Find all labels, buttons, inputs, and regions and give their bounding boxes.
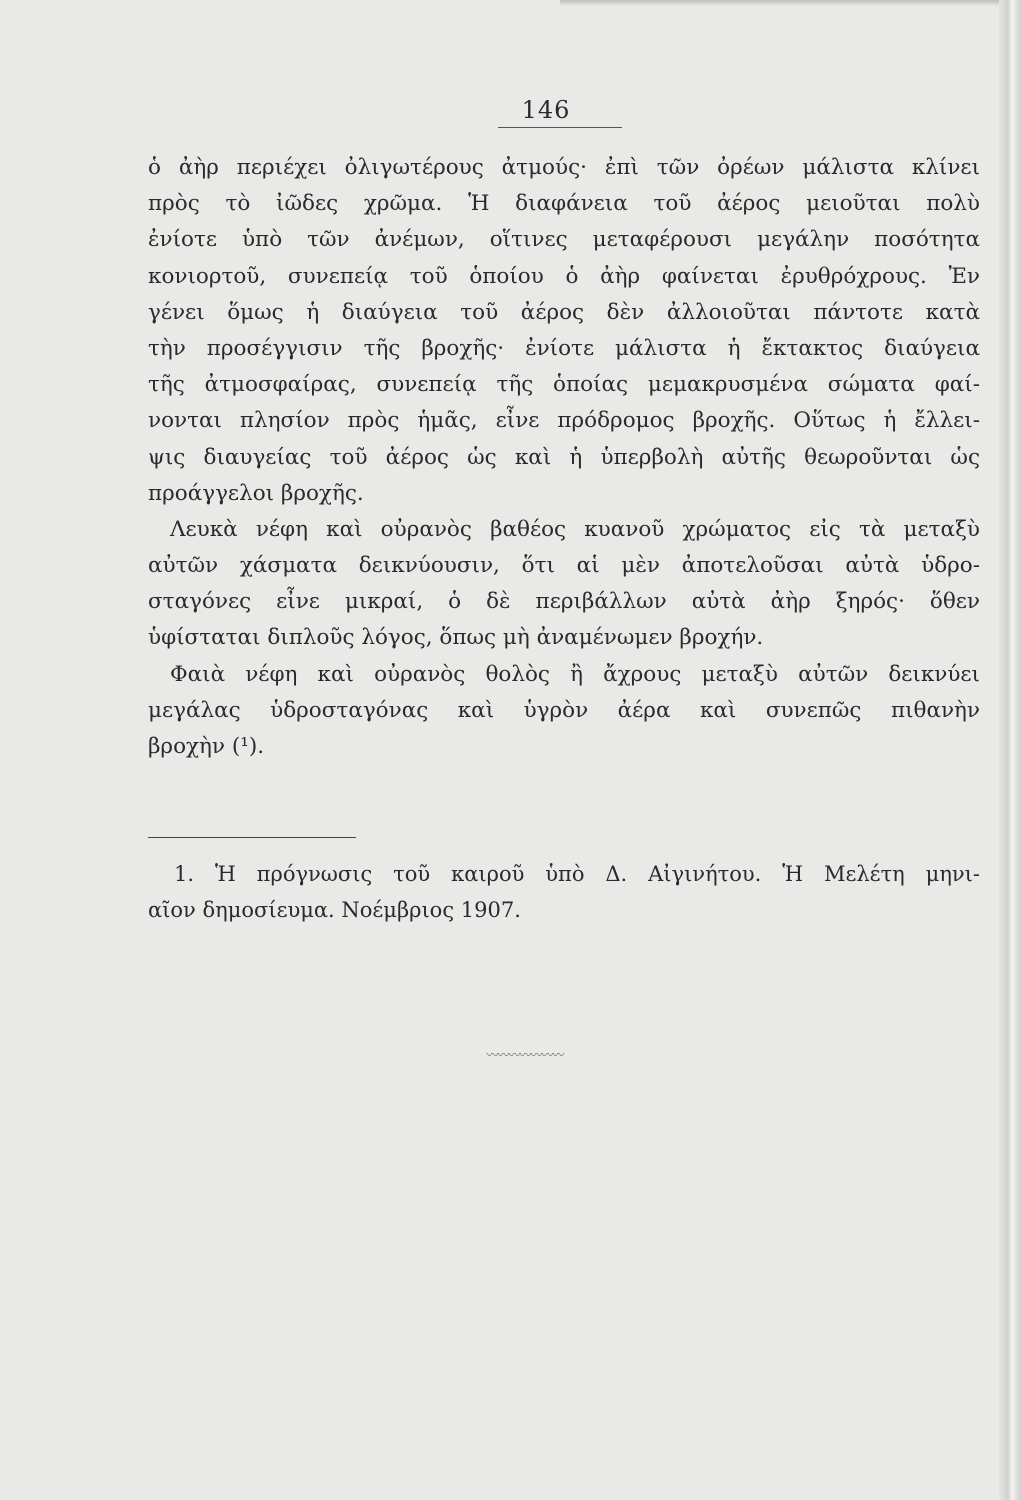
page-gutter-edge — [999, 0, 1021, 1500]
text-line: τὴν προσέγγισιν τῆς βροχῆς· ἐνίοτε μάλιστα ἡ ἔκτακτος διαύγεια — [148, 335, 980, 361]
text-line: ψις διαυγείας τοῦ ἀέρος ὡς καὶ ἡ ὑπερβολὴ αὐτῆς θεωροῦνται ὡς — [148, 444, 980, 470]
text-line: τῆς ἀτμοσφαίρας, συνεπείᾳ τῆς ὁποίας μεμακρυσμένα σώματα φαί- — [148, 372, 980, 398]
paragraph-1 — [148, 150, 980, 512]
text-line: ὑφίσταται διπλοῦς λόγος, ὅπως μὴ ἀναμένωμεν βροχήν. — [148, 625, 764, 651]
text-line: κονιορτοῦ, συνεπείᾳ τοῦ ὁποίου ὁ ἀὴρ φαίνεται ἐρυθρόχρους. Ἐν — [148, 263, 980, 289]
paragraph-2 — [148, 512, 980, 657]
text-line: προάγγελοι βροχῆς. — [148, 480, 364, 506]
footnote-line: αῖον δημοσίευμα. Νοέμβριος 1907. — [148, 898, 521, 922]
footnote-line: 1. Ἡ πρόγνωσις τοῦ καιροῦ ὑπὸ Δ. Αἰγινήτου. Ἡ Μελέτη μηνι- — [174, 862, 980, 886]
text-line: ἐνίοτε ὑπὸ τῶν ἀνέμων, οἵτινες μεταφέρουσι μεγάλην ποσότητα — [148, 227, 980, 253]
text-line: Λευκὰ νέφη καὶ οὐρανὸς βαθέος κυανοῦ χρώματος εἰς τὰ μεταξὺ — [170, 516, 980, 542]
footnote — [148, 856, 980, 928]
footnote-rule — [148, 837, 356, 838]
page-top-edge — [560, 0, 1021, 6]
paragraph-3 — [148, 657, 980, 766]
text-line: πρὸς τὸ ἰῶδες χρῶμα. Ἡ διαφάνεια τοῦ ἀέρος μειοῦται πολὺ — [148, 191, 980, 217]
page-number-rule — [498, 127, 622, 128]
text-line: βροχὴν (¹). — [148, 734, 265, 759]
text-line: γένει ὅμως ἡ διαύγεια τοῦ ἀέρος δὲν ἀλλοιοῦται πάντοτε κατὰ — [148, 299, 980, 325]
page-number: 146 — [521, 96, 571, 124]
text-line: Φαιὰ νέφη καὶ οὐρανὸς θολὸς ἢ ἄχρους μεταξὺ αὐτῶν δεικνύει — [170, 661, 980, 687]
body-text — [148, 150, 980, 765]
text-line: σταγόνες εἶνε μικραί, ὁ δὲ περιβάλλων αὐτὰ ἀὴρ ξηρός· ὅθεν — [148, 589, 980, 615]
end-ornament: 〰〰〰〰〰〰〰 — [486, 1048, 564, 1062]
text-line: νονται πλησίον πρὸς ἡμᾶς, εἶνε πρόδρομος βροχῆς. Οὕτως ἡ ἔλλει- — [148, 408, 980, 434]
text-line: αὐτῶν χάσματα δεικνύουσιν, ὅτι αἱ μὲν ἀποτελοῦσαι αὐτὰ ὑδρο- — [148, 553, 980, 579]
text-line: ὁ ἀὴρ περιέχει ὀλιγωτέρους ἀτμούς· ἐπὶ τῶν ὀρέων μάλιστα κλίνει — [148, 155, 980, 180]
text-line: μεγάλας ὑδροσταγόνας καὶ ὑγρὸν ἀέρα καὶ συνεπῶς πιθανὴν — [148, 697, 980, 723]
